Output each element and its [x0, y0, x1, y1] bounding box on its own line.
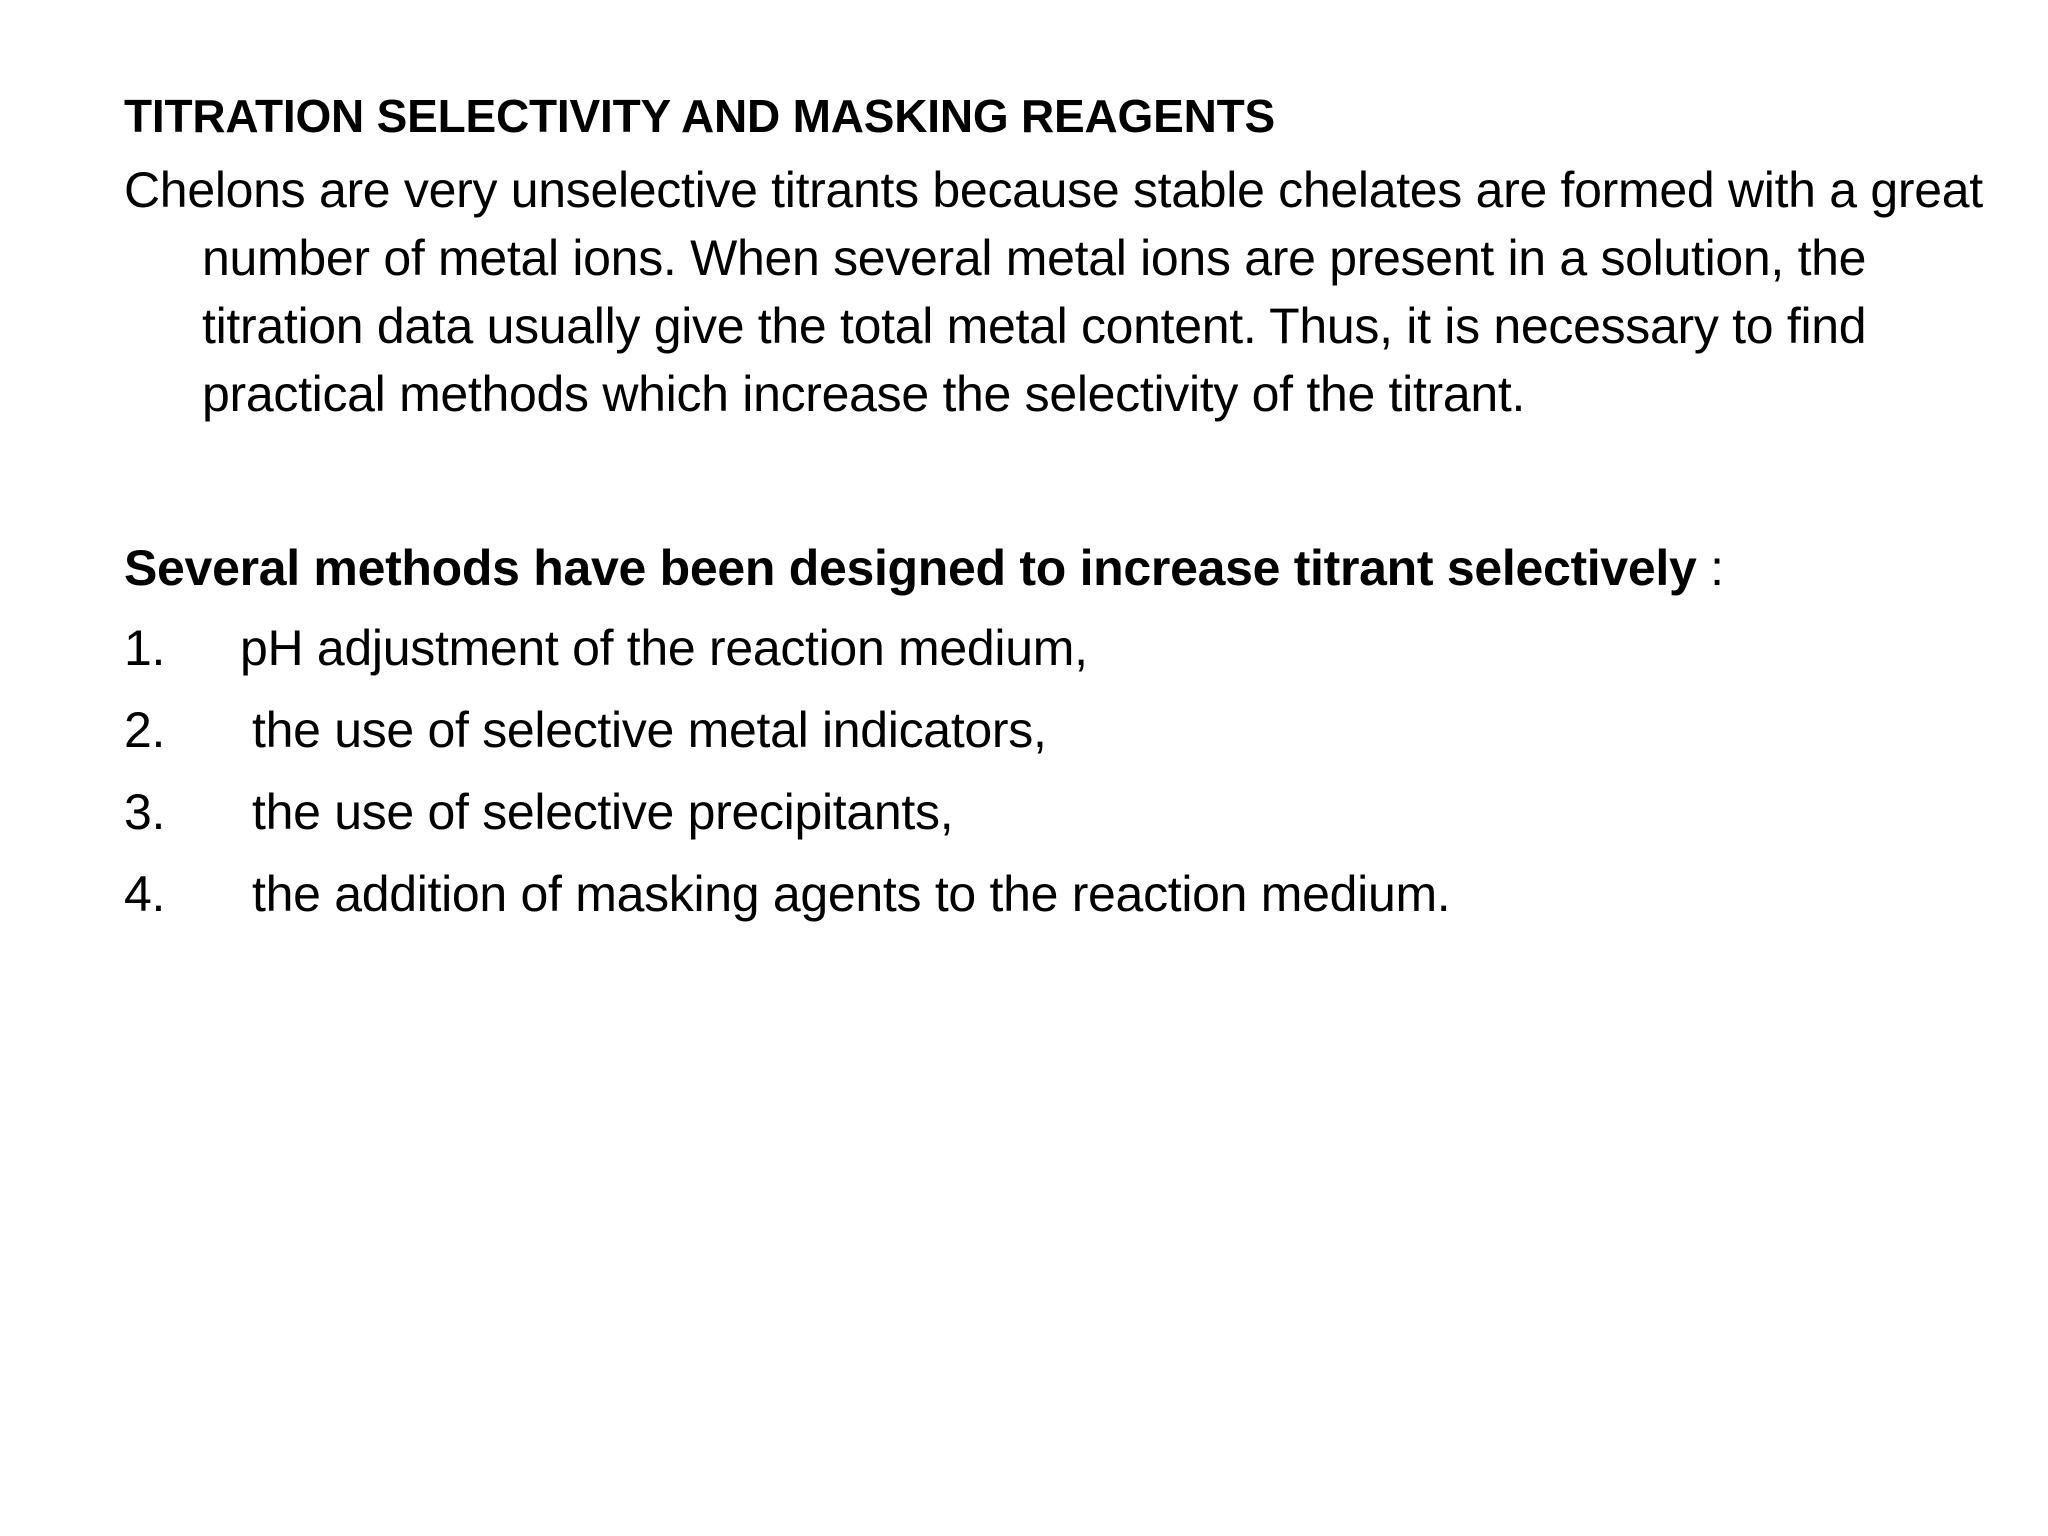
- list-item-text: the use of selective precipitants,: [252, 784, 954, 840]
- list-item: [124, 860, 1984, 928]
- list-item-number: 3.: [124, 784, 166, 840]
- slide-title: TITRATION SELECTIVITY AND MASKING REAGENTS: [124, 90, 1276, 142]
- list-item-number: 4.: [124, 866, 166, 922]
- list-item-text: the use of selective metal indicators,: [252, 702, 1047, 758]
- list-item: [124, 614, 1984, 682]
- slide-content: [124, 84, 1984, 942]
- methods-heading-suffix: :: [1696, 540, 1724, 596]
- methods-heading: [124, 534, 1984, 602]
- list-item-text: the addition of masking agents to the reaction medium.: [252, 866, 1451, 922]
- list-item-number: 1.: [124, 620, 166, 676]
- methods-heading-bold: Several methods have been designed to increase titrant selectively: [124, 540, 1697, 596]
- list-item: [124, 696, 1984, 764]
- list-item-text: pH adjustment of the reaction medium,: [240, 620, 1088, 676]
- methods-list: [124, 614, 1984, 928]
- list-item: [124, 778, 1984, 846]
- list-item-number: 2.: [124, 702, 166, 758]
- intro-paragraph: Chelons are very unselective titrants because stable chelates are formed with a great number of metal ions. When several metal ions are present in a solution, the titration data usually give the total metal content. Thus, it is necessary to find practical methods which increase the selectivity of the titrant.: [124, 162, 1983, 422]
